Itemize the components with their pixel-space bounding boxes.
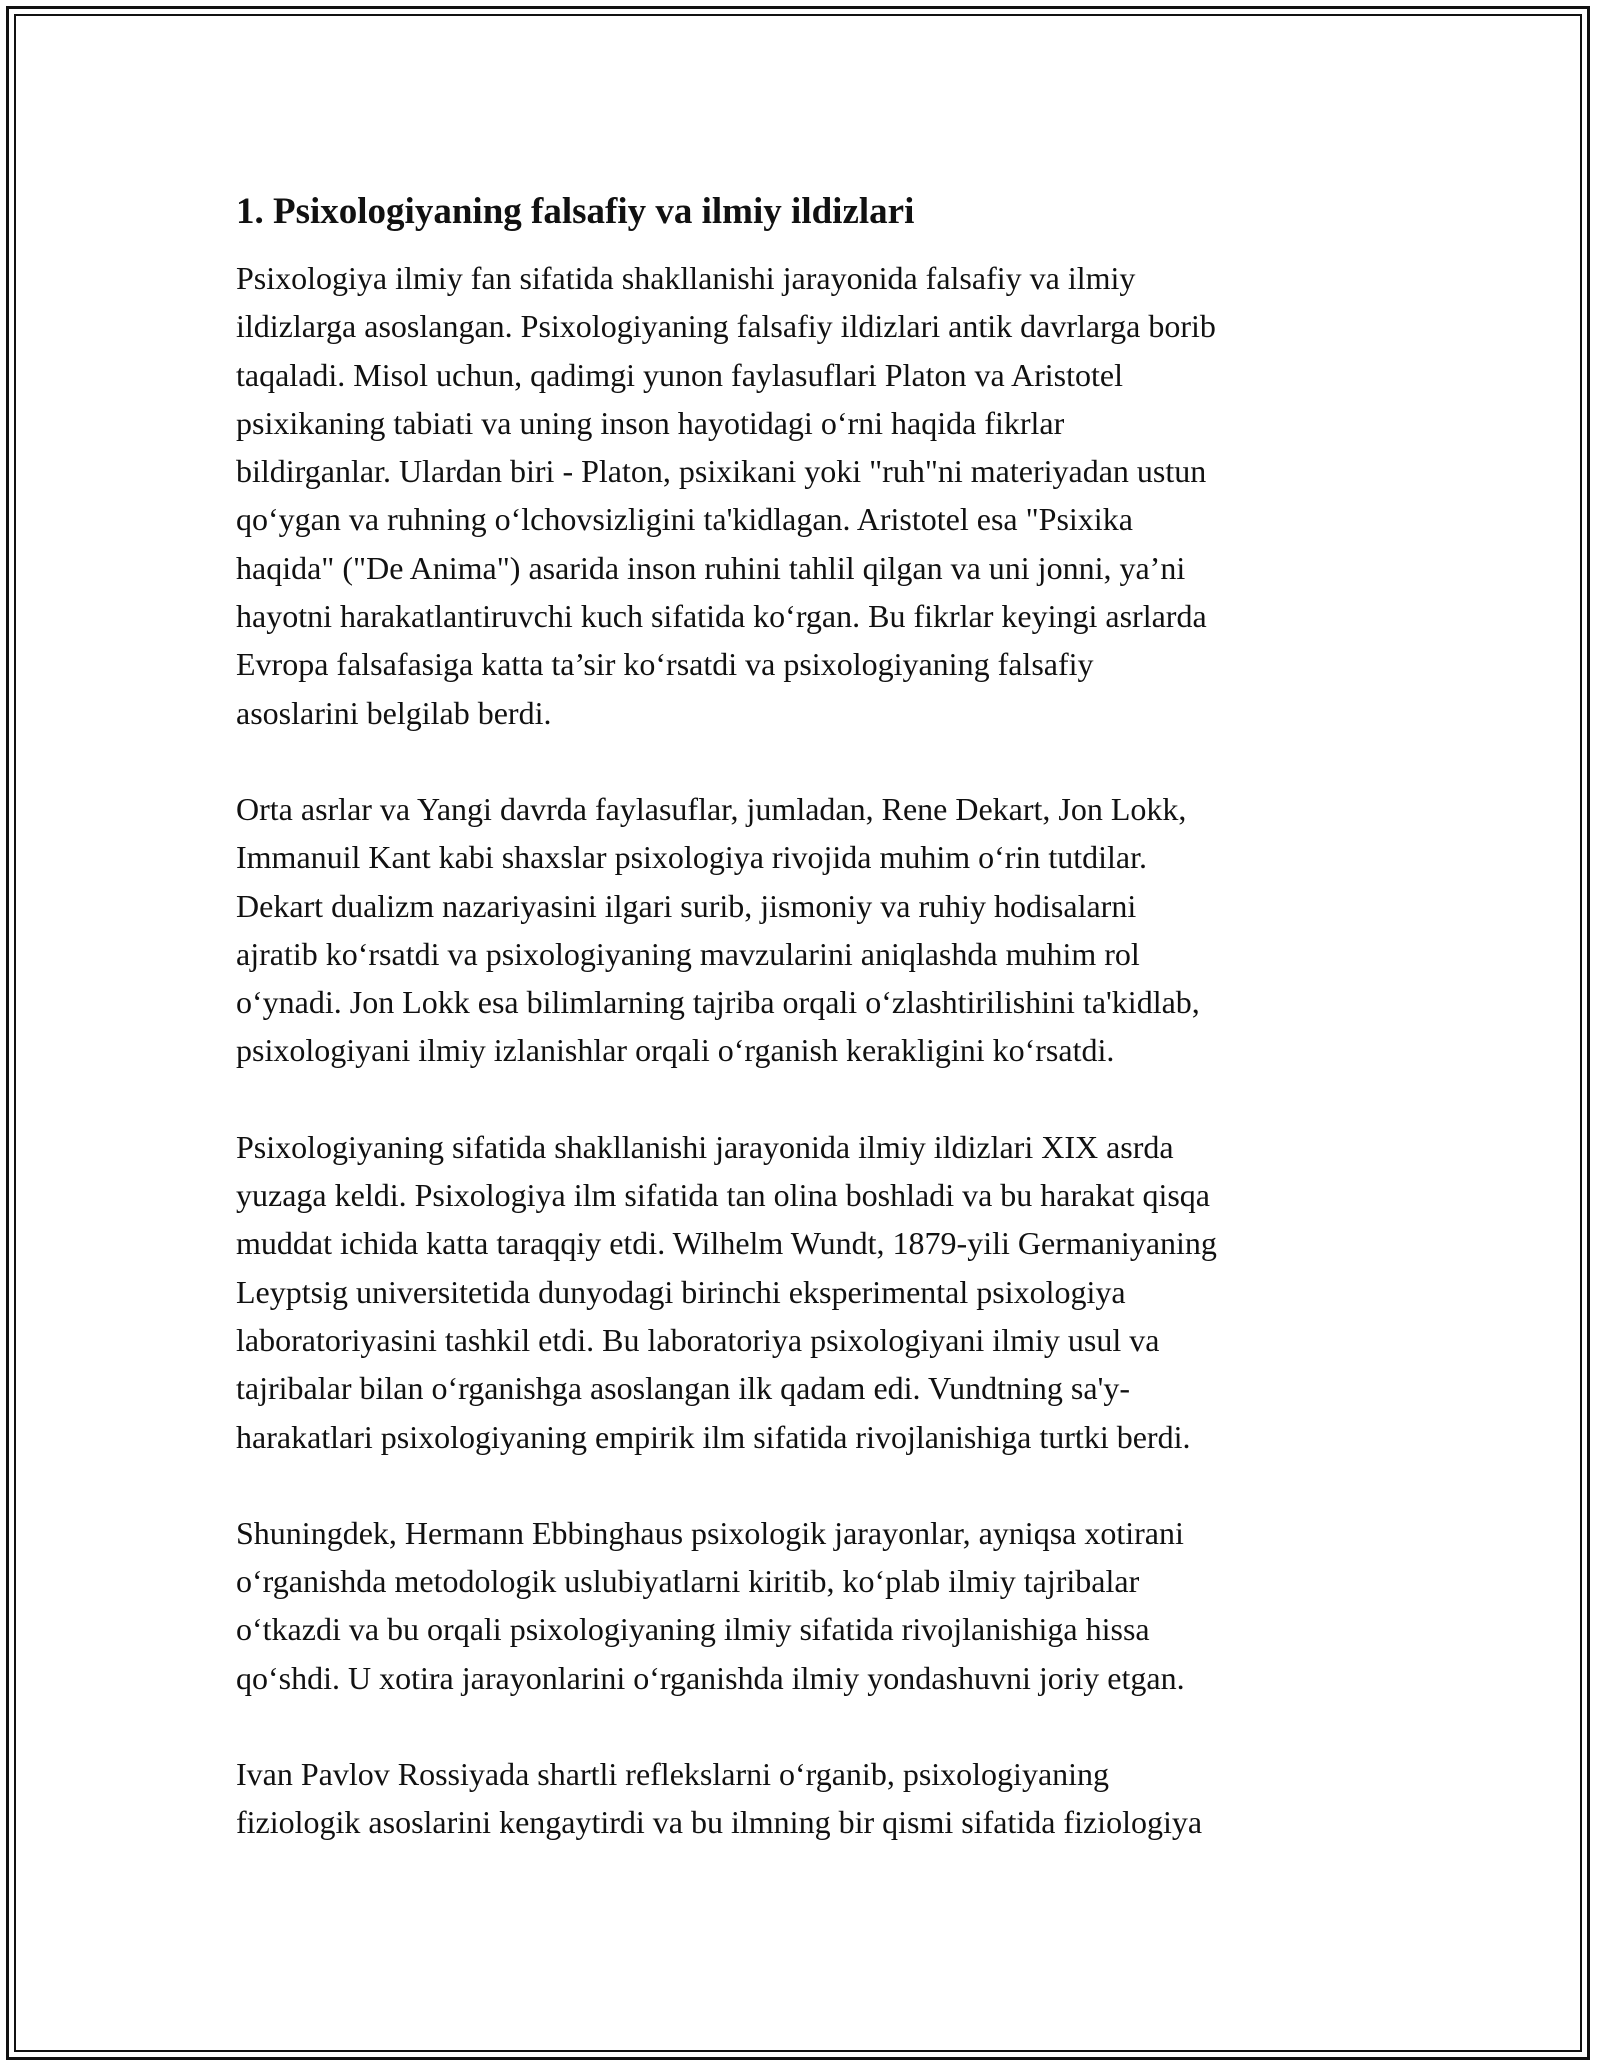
text-line: o‘rganishda metodologik uslubiyatlarni kiritib, ko‘plab ilmiy tajribalar (236, 1563, 1140, 1600)
text-line: asoslarini belgilab berdi. (236, 694, 552, 731)
paragraph-scientific-roots (236, 1123, 1376, 1461)
text-line: psixikaning tabiati va uning inson hayotidagi o‘rni haqida fikrlar (236, 404, 1065, 441)
text-line: hayotni harakatlantiruvchi kuch sifatida ko‘rgan. Bu fikrlar keyingi asrlarda (236, 598, 1207, 635)
text-line: yuzaga keldi. Psixologiya ilm sifatida tan olina boshladi va bu harakat qisqa (236, 1177, 1210, 1214)
text-line: ildizlarga asoslangan. Psixologiyaning falsafiy ildizlari antik davrlarga borib (236, 308, 1216, 345)
text-line: Leyptsig universitetida dunyodagi birinchi eksperimental psixologiya (236, 1273, 1126, 1310)
text-line: fiziologik asoslarini kengaytirdi va bu ilmning bir qismi sifatida fiziologiya (236, 1804, 1203, 1841)
text-line: haqida" ("De Anima") asarida inson ruhini tahlil qilgan va uni jonni, ya’ni (236, 549, 1186, 586)
text-line: tajribalar bilan o‘rganishga asoslangan ilk qadam edi. Vundtning sa'y- (236, 1370, 1130, 1407)
text-line: Shuningdek, Hermann Ebbinghaus psixologik jarayonlar, ayniqsa xotirani (236, 1514, 1184, 1551)
text-line: laboratoriyasini tashkil etdi. Bu laboratoriya psixologiyani ilmiy usul va (236, 1321, 1160, 1358)
text-line: Psixologiya ilmiy fan sifatida shakllanishi jarayonida falsafiy va ilmiy (236, 260, 1136, 296)
text-line: harakatlari psixologiyaning empirik ilm sifatida rivojlanishiga turtki berdi. (236, 1418, 1191, 1455)
text-line: Evropa falsafasiga katta ta’sir ko‘rsatdi va psixologiyaning falsafiy (236, 646, 1094, 683)
text-line: o‘tkazdi va bu orqali psixologiyaning ilmiy sifatida rivojlanishiga hissa (236, 1611, 1150, 1648)
text-line: ajratib ko‘rsatdi va psixologiyaning mavzularini aniqlashda muhim rol (236, 935, 1140, 972)
paragraph-pavlov (236, 1750, 1376, 1847)
text-line: bildirganlar. Ulardan biri - Platon, psixikani yoki "ruh"ni materiyadan ustun (236, 453, 1207, 490)
paragraph-ebbinghaus (236, 1509, 1376, 1702)
paragraph-philosophical-roots (236, 254, 1376, 737)
text-line: Ivan Pavlov Rossiyada shartli reflekslarni o‘rganib, psixologiyaning (236, 1756, 1110, 1793)
text-line: taqaladi. Misol uchun, qadimgi yunon faylasuflari Platon va Aristotel (236, 356, 1123, 393)
paragraph-middle-ages-philosophers (236, 785, 1376, 1075)
text-line: qo‘ygan va ruhning o‘lchovsizligini ta'kidlagan. Aristotel esa "Psixika (236, 501, 1133, 538)
text-line: qo‘shdi. U xotira jarayonlarini o‘rganishda ilmiy yondashuvni joriy etgan. (236, 1659, 1185, 1696)
text-line: muddat ichida katta taraqqiy etdi. Wilhelm Wundt, 1879-yili Germaniyaning (236, 1225, 1217, 1262)
section-heading: 1. Psixologiyaning falsafiy va ilmiy ildizlari (236, 191, 915, 232)
text-line: o‘ynadi. Jon Lokk esa bilimlarning tajriba orqali o‘zlashtirilishini ta'kidlab, (236, 984, 1200, 1021)
document-body (236, 188, 1376, 1895)
text-line: Dekart dualizm nazariyasini ilgari surib, jismoniy va ruhiy hodisalarni (236, 887, 1137, 924)
text-line: psixologiyani ilmiy izlanishlar orqali o‘rganish kerakligini ko‘rsatdi. (236, 1032, 1115, 1069)
text-line: Immanuil Kant kabi shaxslar psixologiya rivojida muhim o‘rin tutdilar. (236, 839, 1147, 876)
text-line: Orta asrlar va Yangi davrda faylasuflar, jumladan, Rene Dekart, Jon Lokk, (236, 790, 1187, 827)
text-line: Psixologiyaning sifatida shakllanishi jarayonida ilmiy ildizlari XIX asrda (236, 1128, 1174, 1165)
